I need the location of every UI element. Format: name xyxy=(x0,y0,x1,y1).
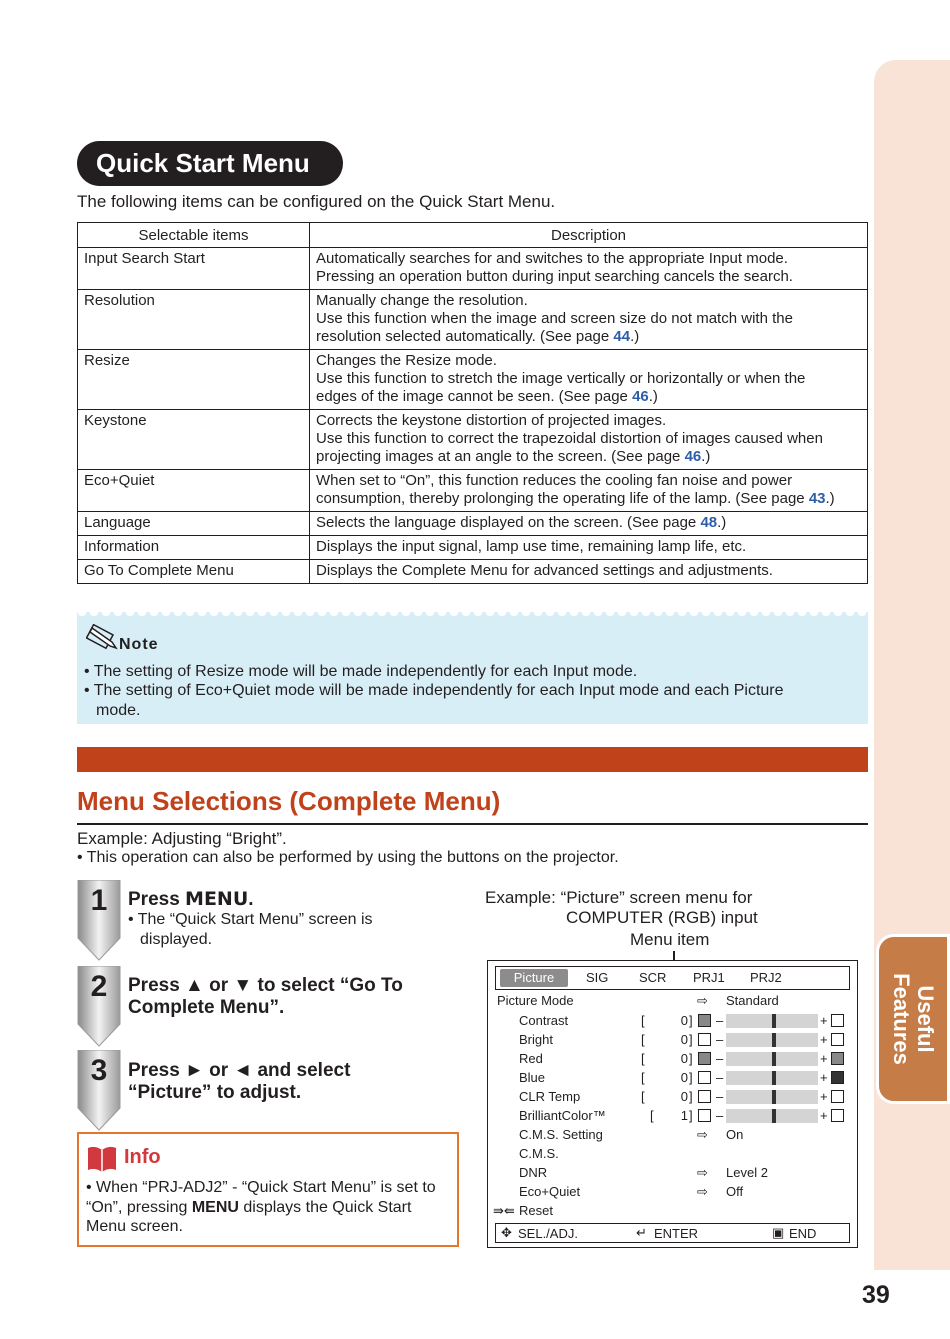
osd-slider-label[interactable]: CLR Temp xyxy=(519,1089,581,1104)
color-temp-icon xyxy=(698,1090,711,1103)
osd-picture-mode-value: Standard xyxy=(726,993,779,1008)
info-text-a: • When “PRJ-ADJ2” - “Quick Start Menu” is set to “On”, pressing xyxy=(86,1179,436,1216)
step-3-heading-2: “Picture” to adjust. xyxy=(128,1082,302,1103)
table-cell-item: Eco+Quiet xyxy=(78,470,310,512)
brilliant-color-icon xyxy=(831,1109,844,1122)
osd-slider-track[interactable] xyxy=(726,1052,818,1066)
table-cell-description xyxy=(310,512,868,536)
menu-item-callout: Menu item xyxy=(630,930,710,949)
description-text: Changes the Resize mode. xyxy=(316,352,497,369)
description-text: When set to “On”, this function reduces the cooling fan noise and power xyxy=(316,472,793,489)
description-text: Use this function when the image and screen size do not match with the xyxy=(316,310,793,327)
info-title: Info xyxy=(124,1146,161,1168)
description-text: Manually change the resolution. xyxy=(316,292,528,309)
description-line xyxy=(316,310,861,328)
section-divider-bar xyxy=(77,747,868,772)
section-title-menu-selections: Menu Selections (Complete Menu) xyxy=(77,786,501,816)
osd-footer-enter: ENTER xyxy=(654,1226,699,1241)
step-3-number: 3 xyxy=(90,1054,108,1087)
side-tab-label xyxy=(889,973,937,1065)
arrow-right-icon: ⇨ xyxy=(697,1184,708,1199)
step-1-heading xyxy=(128,888,254,911)
osd-tab-bar xyxy=(495,966,850,990)
description-line xyxy=(316,328,861,346)
red-icon xyxy=(831,1052,844,1065)
description-line xyxy=(316,490,861,508)
description-line xyxy=(316,250,861,268)
slider-knob[interactable] xyxy=(772,1109,776,1123)
table-cell-item: Language xyxy=(78,512,310,536)
step-1-heading-text: Press xyxy=(128,889,186,910)
description-text: Automatically searches for and switches to the appropriate Input mode. xyxy=(316,250,788,267)
minus-icon: – xyxy=(716,1051,724,1066)
description-line xyxy=(316,352,861,370)
contrast-icon xyxy=(831,1014,844,1027)
osd-slider-label[interactable]: BrilliantColor™ xyxy=(519,1108,606,1123)
table-body xyxy=(78,248,868,584)
table-cell-item: Information xyxy=(78,536,310,560)
description-tail: .) xyxy=(701,448,711,465)
step-2-heading-2: Complete Menu”. xyxy=(128,997,285,1018)
quick-start-table xyxy=(77,222,868,584)
color-temp-icon xyxy=(831,1090,844,1103)
osd-slider-value: 0 xyxy=(680,1051,688,1066)
note-line-2: • The setting of Eco+Quiet mode will be made independently for each Input mode and each Picture xyxy=(84,682,784,699)
description-line xyxy=(316,268,861,286)
table-row xyxy=(78,512,868,536)
step-2-heading-1: Press ▲ or ▼ to select “Go To xyxy=(128,975,403,996)
table-cell-description xyxy=(310,350,868,410)
brightness-icon xyxy=(698,1033,711,1046)
osd-slider-track[interactable] xyxy=(726,1033,818,1047)
description-text: projecting images at an angle to the screen. (See page xyxy=(316,448,685,465)
bracket-left-icon: [ xyxy=(641,1070,645,1085)
slider-knob[interactable] xyxy=(772,1052,776,1066)
osd-slider-label[interactable]: Contrast xyxy=(519,1013,569,1028)
osd-slider-track[interactable] xyxy=(726,1071,818,1085)
minus-icon: – xyxy=(716,1032,724,1047)
table-row xyxy=(78,410,868,470)
osd-option-label[interactable]: DNR xyxy=(519,1165,548,1180)
contrast-icon xyxy=(698,1014,711,1027)
description-line xyxy=(316,370,861,388)
plus-icon: + xyxy=(820,1089,828,1104)
page-number: 39 xyxy=(862,1281,890,1309)
description-line xyxy=(316,514,861,532)
table-cell-description xyxy=(310,470,868,512)
table-header: Description xyxy=(310,223,868,248)
minus-icon: – xyxy=(716,1070,724,1085)
table-cell-item: Go To Complete Menu xyxy=(78,560,310,584)
osd-tab-prj1[interactable]: PRJ1 xyxy=(693,970,725,985)
table-row xyxy=(78,350,868,410)
description-line xyxy=(316,562,861,580)
bracket-left-icon: [ xyxy=(641,1013,645,1028)
plus-icon: + xyxy=(820,1070,828,1085)
osd-tab-sig[interactable]: SIG xyxy=(586,970,609,985)
osd-tab-prj2[interactable]: PRJ2 xyxy=(750,970,782,985)
example-bullet: • This operation can also be performed by using the buttons on the projector. xyxy=(77,849,619,866)
table-row xyxy=(78,560,868,584)
osd-slider-label[interactable]: Blue xyxy=(519,1070,546,1085)
table-header: Selectable items xyxy=(78,223,310,248)
side-tab-useful-features[interactable] xyxy=(876,934,950,1104)
description-text: Pressing an operation button during input searching cancels the search. xyxy=(316,268,793,285)
osd-option-value: Off xyxy=(726,1184,744,1199)
table-cell-description xyxy=(310,248,868,290)
description-line xyxy=(316,412,861,430)
table-cell-item: Input Search Start xyxy=(78,248,310,290)
table-cell-item: Resolution xyxy=(78,290,310,350)
table-cell-description xyxy=(310,410,868,470)
blue-icon xyxy=(831,1071,844,1084)
plus-icon: + xyxy=(820,1108,828,1123)
page-reference-link[interactable]: 46 xyxy=(632,388,649,405)
arrow-right-icon: ⇨ xyxy=(697,1165,708,1180)
arrow-right-icon: ⇨ xyxy=(697,1127,708,1142)
minus-icon: – xyxy=(716,1013,724,1028)
step-1-number: 1 xyxy=(90,884,108,917)
bracket-left-icon: [ xyxy=(641,1051,645,1066)
page-reference-link[interactable]: 46 xyxy=(684,448,702,465)
description-text: resolution selected automatically. (See page xyxy=(316,328,614,345)
plus-icon: + xyxy=(820,1032,828,1047)
plus-icon: + xyxy=(820,1051,828,1066)
table-cell-item: Resize xyxy=(78,350,310,410)
step-1-heading-end: . xyxy=(248,889,254,910)
bracket-left-icon: [ xyxy=(641,1032,645,1047)
slider-knob[interactable] xyxy=(772,1033,776,1047)
page-reference-link[interactable]: 48 xyxy=(700,514,718,531)
bracket-left-icon: [ xyxy=(650,1108,654,1123)
example-caption-line2: COMPUTER (RGB) input xyxy=(566,908,758,927)
section-intro: The following items can be configured on the Quick Start Menu. xyxy=(77,192,556,211)
minus-icon: – xyxy=(716,1108,724,1123)
osd-slider-value: 0 xyxy=(680,1070,688,1085)
description-text: consumption, thereby prolonging the operating life of the lamp. (See page xyxy=(316,490,809,507)
info-text-c: displays the Quick Start Menu screen. xyxy=(86,1198,412,1235)
bracket-right-icon: ] xyxy=(689,1032,693,1047)
osd-option-label[interactable]: C.M.S. Setting xyxy=(519,1127,603,1142)
description-text: Corrects the keystone distortion of projected images. xyxy=(316,412,667,429)
description-line xyxy=(316,472,861,490)
title-rule xyxy=(77,823,868,825)
osd-slider-value: 0 xyxy=(680,1032,688,1047)
side-tab-line2: Features xyxy=(889,973,914,1065)
bracket-left-icon: [ xyxy=(641,1089,645,1104)
description-text: Use this function to stretch the image vertically or horizontally or when the xyxy=(316,370,806,387)
step-1-sub-2: displayed. xyxy=(140,931,213,948)
example-text: Example: Adjusting “Bright”. xyxy=(77,829,287,848)
side-tab-line1: Useful xyxy=(913,985,938,1053)
osd-option-value: Level 2 xyxy=(726,1165,768,1180)
enter-icon: ↵ xyxy=(636,1225,647,1240)
blue-icon xyxy=(698,1071,711,1084)
osd-option-value: On xyxy=(726,1127,744,1142)
table-row xyxy=(78,290,868,350)
osd-tab-scr[interactable]: SCR xyxy=(639,970,667,985)
osd-screen xyxy=(487,960,858,1248)
osd-footer-sel: SEL./ADJ. xyxy=(518,1226,578,1241)
pencil-note-icon xyxy=(86,624,120,650)
note-label: Note xyxy=(119,636,159,653)
description-text: Displays the input signal, lamp use time, remaining lamp life, etc. xyxy=(316,538,747,555)
description-line xyxy=(316,448,861,466)
table-row xyxy=(78,248,868,290)
step-2-number: 2 xyxy=(90,970,108,1003)
section-title-quick-start: Quick Start Menu xyxy=(77,141,343,186)
osd-slider-value: 0 xyxy=(680,1089,688,1104)
table-row xyxy=(78,470,868,512)
note-line-1: • The setting of Resize mode will be made independently for each Input mode. xyxy=(84,663,638,680)
bracket-right-icon: ] xyxy=(689,1089,693,1104)
brightness-icon xyxy=(831,1033,844,1046)
slider-knob[interactable] xyxy=(772,1014,776,1028)
step-3-heading-1: Press ► or ◄ and select xyxy=(128,1060,351,1081)
book-icon xyxy=(86,1145,118,1173)
menu-key-label: MENU xyxy=(185,888,249,910)
description-line xyxy=(316,292,861,310)
move-arrows-icon: ✥ xyxy=(501,1225,512,1240)
info-text xyxy=(86,1178,452,1237)
table-header-row xyxy=(78,223,868,248)
osd-footer xyxy=(495,1223,850,1243)
example-caption-line1: Example: “Picture” screen menu for xyxy=(485,888,753,907)
reset-arrows-icon: ⇛⇚ xyxy=(493,1203,515,1218)
table-cell-item: Keystone xyxy=(78,410,310,470)
description-tail: .) xyxy=(825,490,835,507)
minus-icon: – xyxy=(716,1089,724,1104)
red-icon xyxy=(698,1052,711,1065)
osd-picture-mode-label[interactable]: Picture Mode xyxy=(497,993,574,1008)
info-menu-key: MENU xyxy=(191,1198,239,1216)
osd-option-label[interactable]: C.M.S. xyxy=(519,1146,559,1161)
slider-knob[interactable] xyxy=(772,1071,776,1085)
description-line xyxy=(316,538,861,556)
step-1-sub-1: • The “Quick Start Menu” screen is xyxy=(128,911,373,928)
osd-slider-track[interactable] xyxy=(726,1109,818,1123)
description-text: Displays the Complete Menu for advanced settings and adjustments. xyxy=(316,562,773,579)
osd-slider-track[interactable] xyxy=(726,1014,818,1028)
osd-slider-value: 0 xyxy=(680,1013,688,1028)
table-row xyxy=(78,536,868,560)
brilliant-color-icon xyxy=(698,1109,711,1122)
description-tail: .) xyxy=(648,388,658,405)
osd-slider-track[interactable] xyxy=(726,1090,818,1104)
table-cell-description xyxy=(310,290,868,350)
description-text: Selects the language displayed on the screen. (See page xyxy=(316,514,701,531)
bracket-right-icon: ] xyxy=(689,1013,693,1028)
osd-footer-end: END xyxy=(789,1226,817,1241)
osd-tab-picture[interactable]: Picture xyxy=(500,969,568,987)
table-cell-description xyxy=(310,560,868,584)
note-scalloped-edge xyxy=(77,612,868,620)
bracket-right-icon: ] xyxy=(689,1070,693,1085)
description-text: Use this function to correct the trapezoidal distortion of images caused when xyxy=(316,430,823,447)
page-reference-link[interactable]: 43 xyxy=(808,490,826,507)
bracket-right-icon: ] xyxy=(689,1108,693,1123)
bracket-right-icon: ] xyxy=(689,1051,693,1066)
description-tail: .) xyxy=(630,328,640,345)
description-tail: .) xyxy=(717,514,727,531)
plus-icon: + xyxy=(820,1013,828,1028)
osd-slider-label[interactable]: Red xyxy=(519,1051,543,1066)
description-line xyxy=(316,430,861,448)
description-line xyxy=(316,388,861,406)
description-text: edges of the image cannot be seen. (See page xyxy=(316,388,633,405)
osd-reset[interactable]: Reset xyxy=(519,1203,553,1218)
page-reference-link[interactable]: 44 xyxy=(613,328,631,345)
osd-slider-label[interactable]: Bright xyxy=(519,1032,553,1047)
osd-slider-value: 1 xyxy=(680,1108,688,1123)
end-icon: ▣ xyxy=(772,1225,785,1240)
slider-knob[interactable] xyxy=(772,1090,776,1104)
osd-option-label[interactable]: Eco+Quiet xyxy=(519,1184,581,1199)
arrow-right-icon: ⇨ xyxy=(697,993,708,1008)
note-line-3: mode. xyxy=(96,702,141,719)
table-cell-description xyxy=(310,536,868,560)
